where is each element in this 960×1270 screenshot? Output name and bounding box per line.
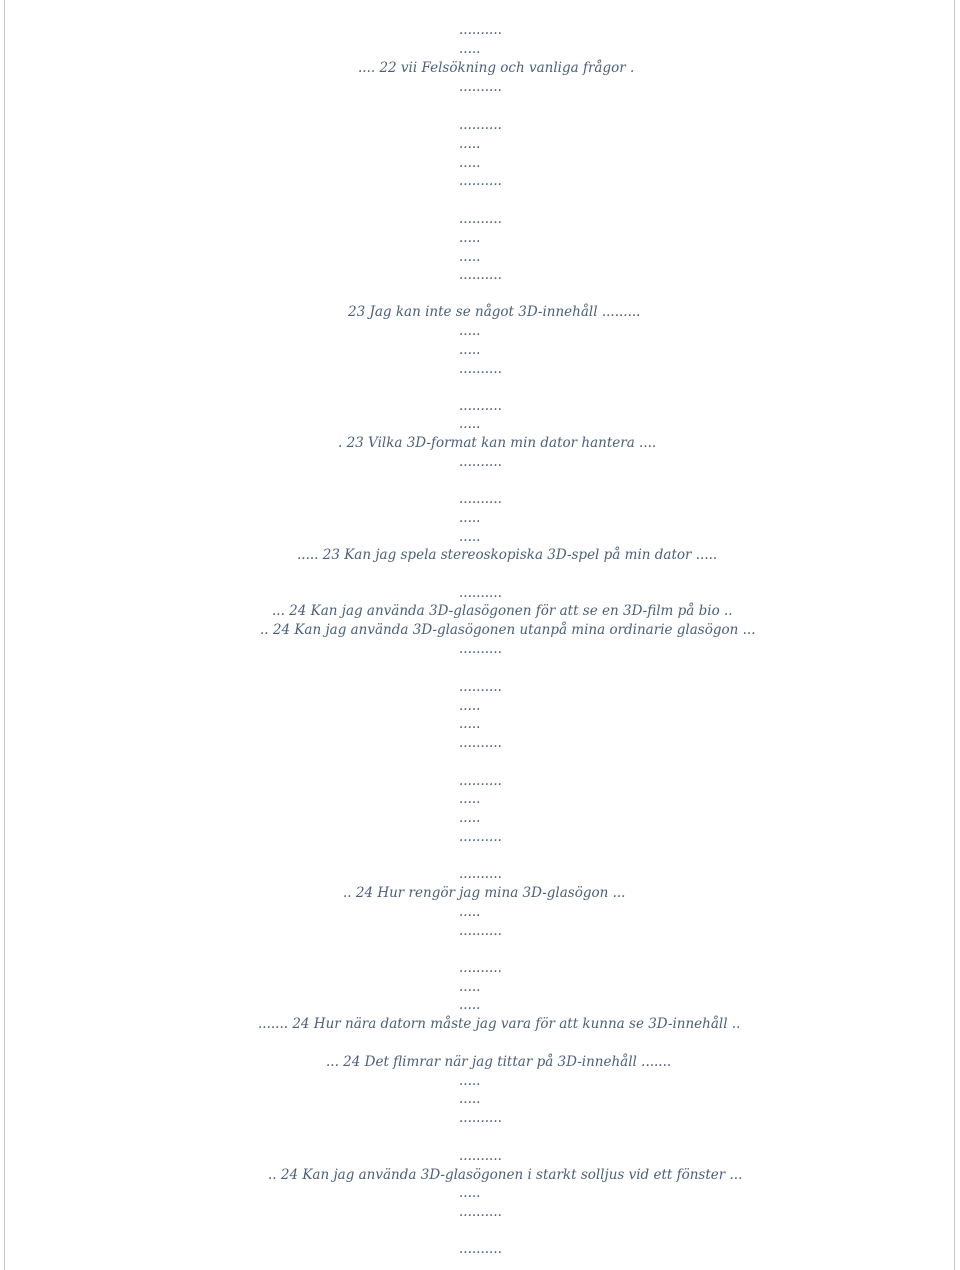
toc-leader: .....: [459, 230, 481, 246]
toc-leader: .....: [459, 342, 481, 358]
toc-leader: .....: [459, 1091, 481, 1107]
toc-leader: .....: [459, 904, 481, 920]
toc-leader: ..........: [459, 641, 502, 657]
toc-leader: .....: [459, 416, 481, 432]
toc-leader: .....: [459, 510, 481, 526]
toc-leader: ..........: [459, 923, 502, 939]
toc-entry: 23 Jag kan inte se något 3D-innehåll .........: [348, 304, 641, 320]
toc-entry: ... 24 Kan jag använda 3D-glasögonen för att se en 3D-film på bio ..: [272, 603, 733, 619]
toc-leader: .....: [459, 529, 481, 545]
toc-entry: ... 24 Det flimrar när jag tittar på 3D-innehåll .......: [326, 1054, 672, 1070]
toc-leader: .....: [459, 716, 481, 732]
page-border-left: [4, 0, 5, 1270]
toc-entry: .. 24 Hur rengör jag mina 3D-glasögon ...: [343, 885, 626, 901]
toc-leader: ..........: [459, 735, 502, 751]
toc-entry: .. 24 Kan jag använda 3D-glasögonen utanpå mina ordinarie glasögon ...: [260, 622, 756, 638]
toc-leader: ..........: [459, 117, 502, 133]
toc-leader: .....: [459, 41, 481, 57]
toc-leader: ..........: [459, 79, 502, 95]
toc-entry: ..... 23 Kan jag spela stereoskopiska 3D-spel på min dator .....: [297, 547, 718, 563]
toc-leader: .....: [459, 136, 481, 152]
toc-leader: ..........: [459, 398, 502, 414]
toc-leader: .....: [459, 698, 481, 714]
toc-entry: . 23 Vilka 3D-format kan min dator hantera ....: [338, 435, 657, 451]
toc-leader: ..........: [459, 1241, 502, 1257]
toc-leader: ..........: [459, 361, 502, 377]
toc-leader: .....: [459, 155, 481, 171]
toc-leader: .....: [459, 249, 481, 265]
toc-leader: ..........: [459, 585, 502, 601]
toc-entry: .. 24 Kan jag använda 3D-glasögonen i starkt solljus vid ett fönster ...: [268, 1167, 743, 1183]
toc-leader: ..........: [459, 211, 502, 227]
toc-leader: .....: [459, 997, 481, 1013]
toc-leader: .....: [459, 979, 481, 995]
toc-leader: ..........: [459, 173, 502, 189]
toc-leader: .....: [459, 1185, 481, 1201]
toc-leader: ..........: [459, 829, 502, 845]
toc-leader: ..........: [459, 454, 502, 470]
toc-leader: ..........: [459, 960, 502, 976]
toc-leader: .....: [459, 791, 481, 807]
toc-leader: .....: [459, 323, 481, 339]
toc-leader: ..........: [459, 491, 502, 507]
toc-leader: .....: [459, 810, 481, 826]
toc-leader: ..........: [459, 1148, 502, 1164]
toc-leader: ..........: [459, 267, 502, 283]
toc-leader: ..........: [459, 22, 502, 38]
toc-leader: ..........: [459, 1204, 502, 1220]
toc-leader: ..........: [459, 1110, 502, 1126]
toc-entry: .... 22 vii Felsökning och vanliga frågor .: [358, 60, 635, 76]
toc-leader: ..........: [459, 866, 502, 882]
toc-leader: .....: [459, 1073, 481, 1089]
toc-entry: ....... 24 Hur nära datorn måste jag vara för att kunna se 3D-innehåll ..: [258, 1016, 741, 1032]
toc-leader: ..........: [459, 679, 502, 695]
toc-leader: ..........: [459, 773, 502, 789]
